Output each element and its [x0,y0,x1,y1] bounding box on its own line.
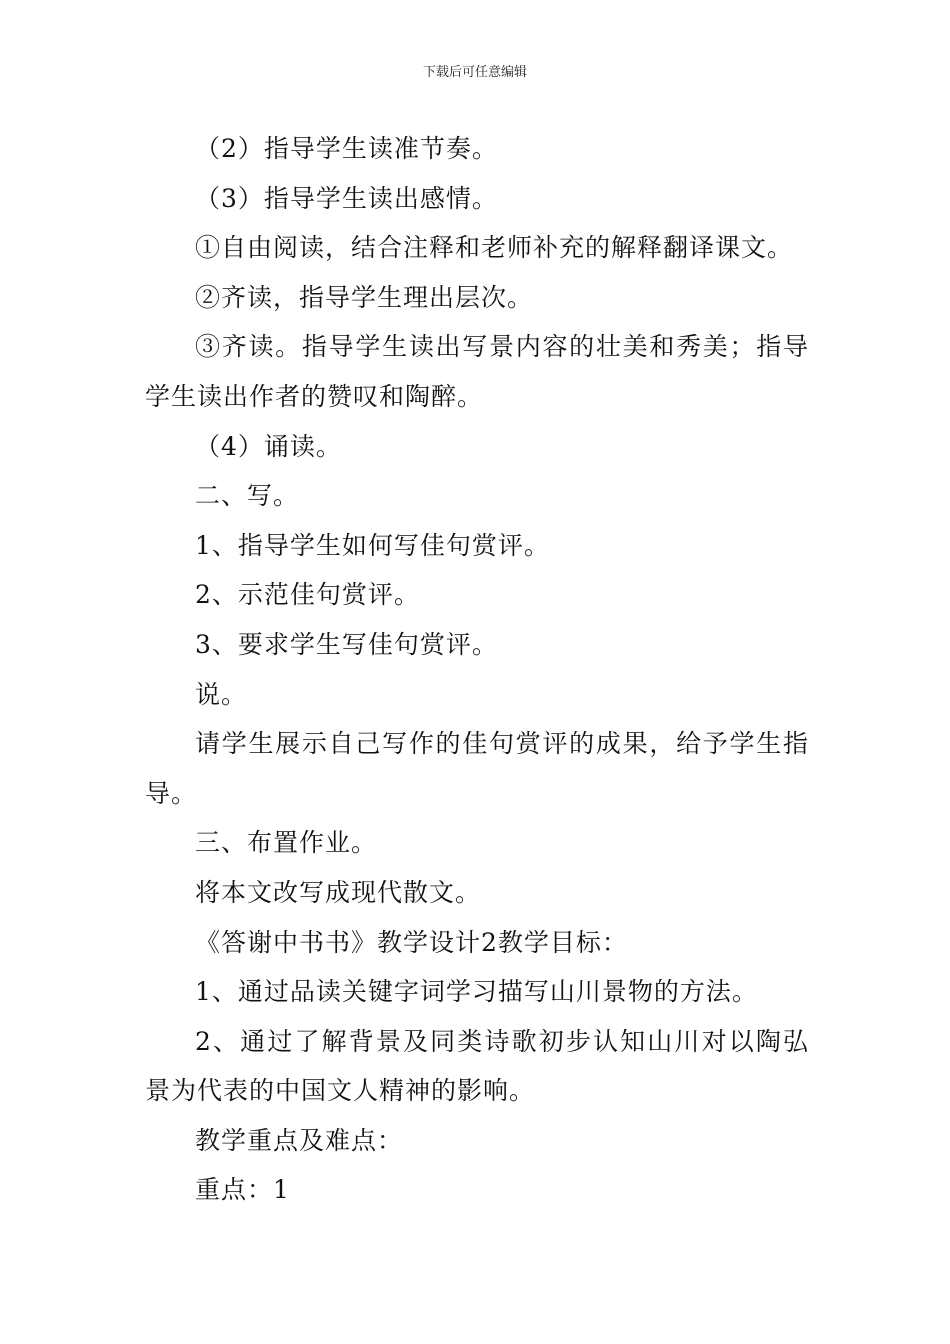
paragraph: 教学重点及难点： [195,1125,404,1155]
paragraph: 《答谢中书书》教学设计2教学目标： [195,927,628,957]
paragraph: （2）指导学生读准节奏。 [195,134,498,163]
paragraph: （3）指导学生读出感情。 [195,183,498,213]
paragraph: 2、示范佳句赏评。 [195,580,420,610]
paragraph: 3、要求学生写佳句赏评。 [195,629,498,659]
paragraph: 1、指导学生如何写佳句赏评。 [195,530,550,560]
paragraph: 将本文改写成现代散文。 [195,877,482,907]
section-heading: 三、布置作业。 [195,828,378,858]
section-heading: 说。 [195,679,248,709]
paragraph: （4）诵读。 [195,431,342,461]
paragraph: 请学生展示自己写作的佳句赏评的成果，给予学生指导。 [145,729,809,808]
paragraph: ②齐读，指导学生理出层次。 [195,282,534,312]
section-heading: 二、写。 [195,481,300,511]
paragraph: 重点：1 [195,1175,290,1205]
paragraph: ①自由阅读，结合注释和老师补充的解释翻译课文。 [195,233,794,263]
header-note: 下载后可任意编辑 [422,65,527,80]
paragraph: 1、通过品读关键字词学习描写山川景物的方法。 [195,977,758,1007]
paragraph: ③齐读。指导学生读出写景内容的壮美和秀美；指导学生读出作者的赞叹和陶醉。 [145,332,809,411]
body-text [145,124,809,1215]
paragraph: 2、通过了解背景及同类诗歌初步认知山川对以陶弘景为代表的中国文人精神的影响。 [145,1026,809,1106]
